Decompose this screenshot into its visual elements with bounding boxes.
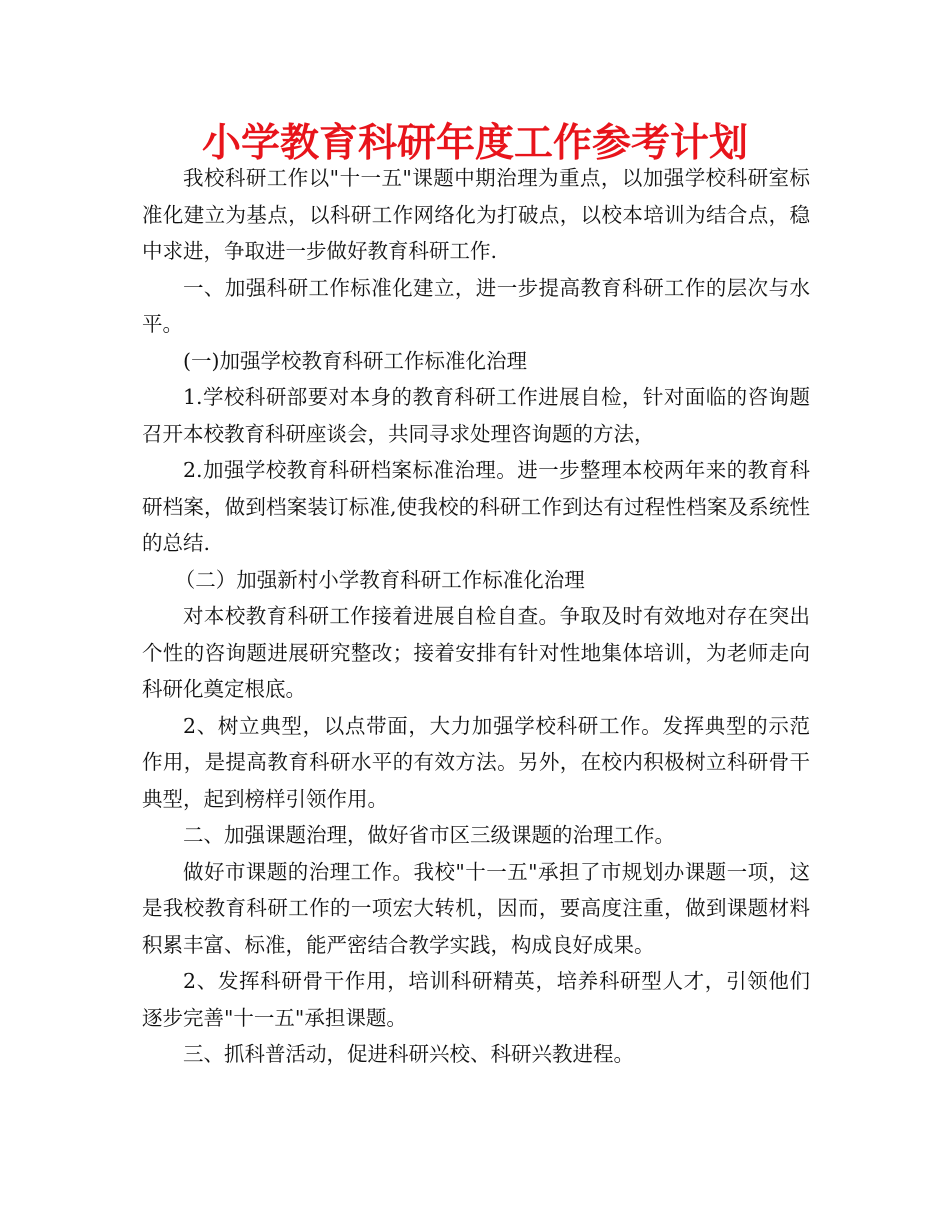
- document-title: 小学教育科研年度工作参考计划: [201, 121, 748, 166]
- paragraph-city-project: 做好市课题的治理工作。我校"十一五"承担了市规划办课题一项，这是我校教育科研工作的一项宏大转机，因而，要高度注重，做到课题材料积累丰富、标准，能严密结合教学实践，构成良好成果。: [142, 859, 810, 957]
- document-body: [142, 160, 810, 1073]
- paragraph-intro: 我校科研工作以"十一五"课题中期治理为重点，以加强学校科研室标准化建立为基点，以科研工作网络化为打破点，以校本培训为结合点，稳中求进，争取进一步做好教育科研工作.: [142, 166, 810, 263]
- paragraph-section-2-heading: 二、加强课题治理，做好省市区三级课题的治理工作。: [183, 823, 675, 847]
- paragraph-subsection-1-heading: (一)加强学校教育科研工作标准化治理: [183, 348, 527, 373]
- paragraph-self-check: 对本校教育科研工作接着进展自检自查。争取及时有效地对存在突出个性的咨询题进展研究整改；接着安排有针对性地集体培训，为老师走向科研化奠定根底。: [142, 604, 810, 701]
- paragraph-typical-examples: 2、树立典型，以点带面，大力加强学校科研工作。发挥典型的示范作用，是提高教育科研水平的有效方法。另外，在校内积极树立科研骨干典型，起到榜样引领作用。: [142, 713, 810, 811]
- paragraph-item-1: 1.学校科研部要对本身的教育科研工作进展自检，针对面临的咨询题召开本校教育科研座谈会，共同寻求处理咨询题的方法，: [142, 385, 810, 446]
- paragraph-subsection-2-heading: （二）加强新村小学教育科研工作标准化治理: [174, 567, 585, 592]
- paragraph-backbone-role: 2、发挥科研骨干作用，培训科研精英，培养科研型人才，引领他们逐步完善"十一五"承担课题。: [142, 969, 810, 1030]
- paragraph-section-3-heading: 三、抓科普活动，促进科研兴校、科研兴教进程。: [183, 1042, 634, 1066]
- paragraph-section-1-heading: 一、加强科研工作标准化建立，进一步提高教育科研工作的层次与水平。: [142, 275, 810, 336]
- paragraph-item-2: 2.加强学校教育科研档案标准治理。进一步整理本校两年来的教育科研档案，做到档案装订标准,使我校的科研工作到达有过程性档案及系统性的总结.: [142, 458, 810, 555]
